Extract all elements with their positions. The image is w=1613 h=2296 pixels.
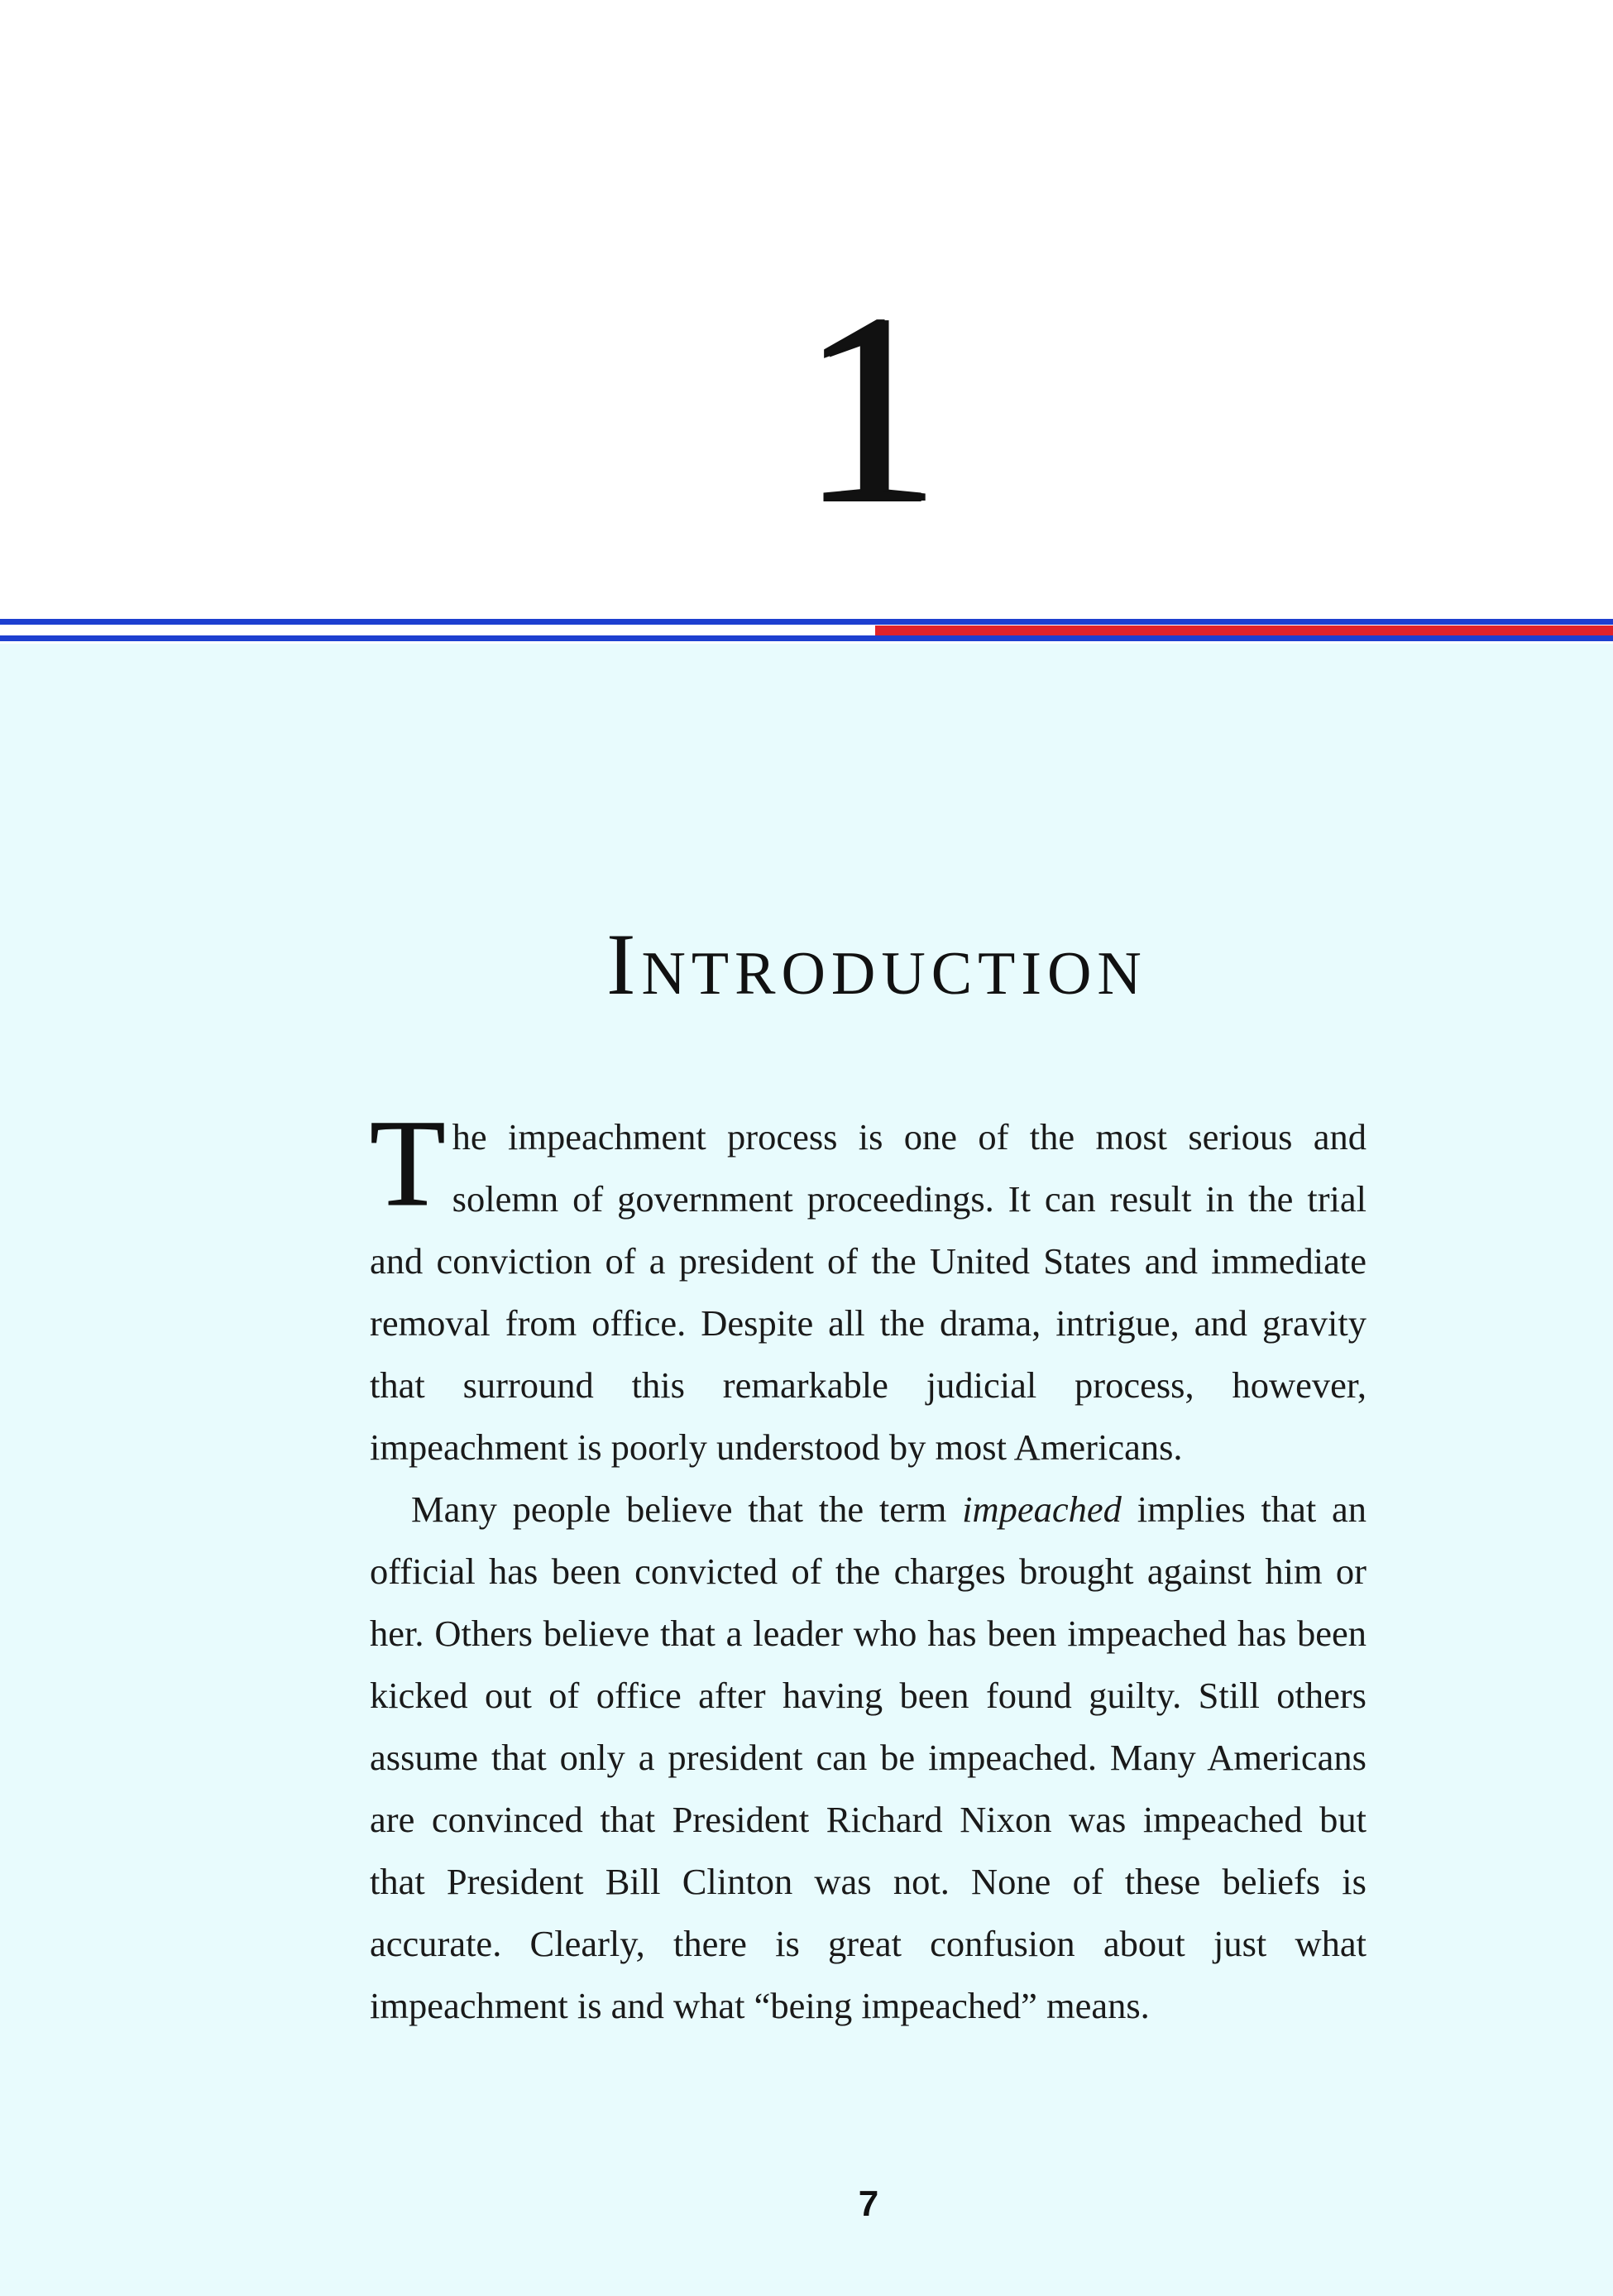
paragraph-2 (370, 1479, 1367, 2037)
paragraph-1 (370, 1095, 1367, 1479)
drop-cap: T (370, 1095, 446, 1232)
divider-blue-top (0, 619, 1613, 625)
chapter-title: Introduction (606, 916, 1147, 1014)
paragraph-2-text-start: Many people believe that the term (411, 1488, 963, 1530)
divider-blue-bottom (0, 635, 1613, 641)
italic-term: impeached (962, 1488, 1122, 1530)
page-number: 7 (858, 2183, 879, 2224)
paragraph-2-text-end: implies that an official has been convicted of the charges brought against him or her. Others believe that a leader who has been impeached has been kicked out of office after having been found guilty. Still others assume that only a president can be impeached. Many Americans are convinced that President Richard Nixon was impeached but that President Bill Clinton was not. None of these beliefs is accurate. Clearly, there is great confusion about just what impeachment is and what “being impeached” means. (370, 1488, 1367, 2026)
body-text (370, 1095, 1367, 2037)
divider-red-segment (875, 626, 1613, 635)
chapter-number: 1 (800, 258, 937, 560)
paragraph-1-text: he impeachment process is one of the most serious and solemn of government proceedings. It can result in the trial and conviction of a president of the United States and immediate removal from office. Despite all the drama, intrigue, and gravity that surround this remarkable judicial process, however, impeachment is poorly understood by most Americans. (370, 1116, 1367, 1468)
divider-white-segment (0, 627, 875, 634)
